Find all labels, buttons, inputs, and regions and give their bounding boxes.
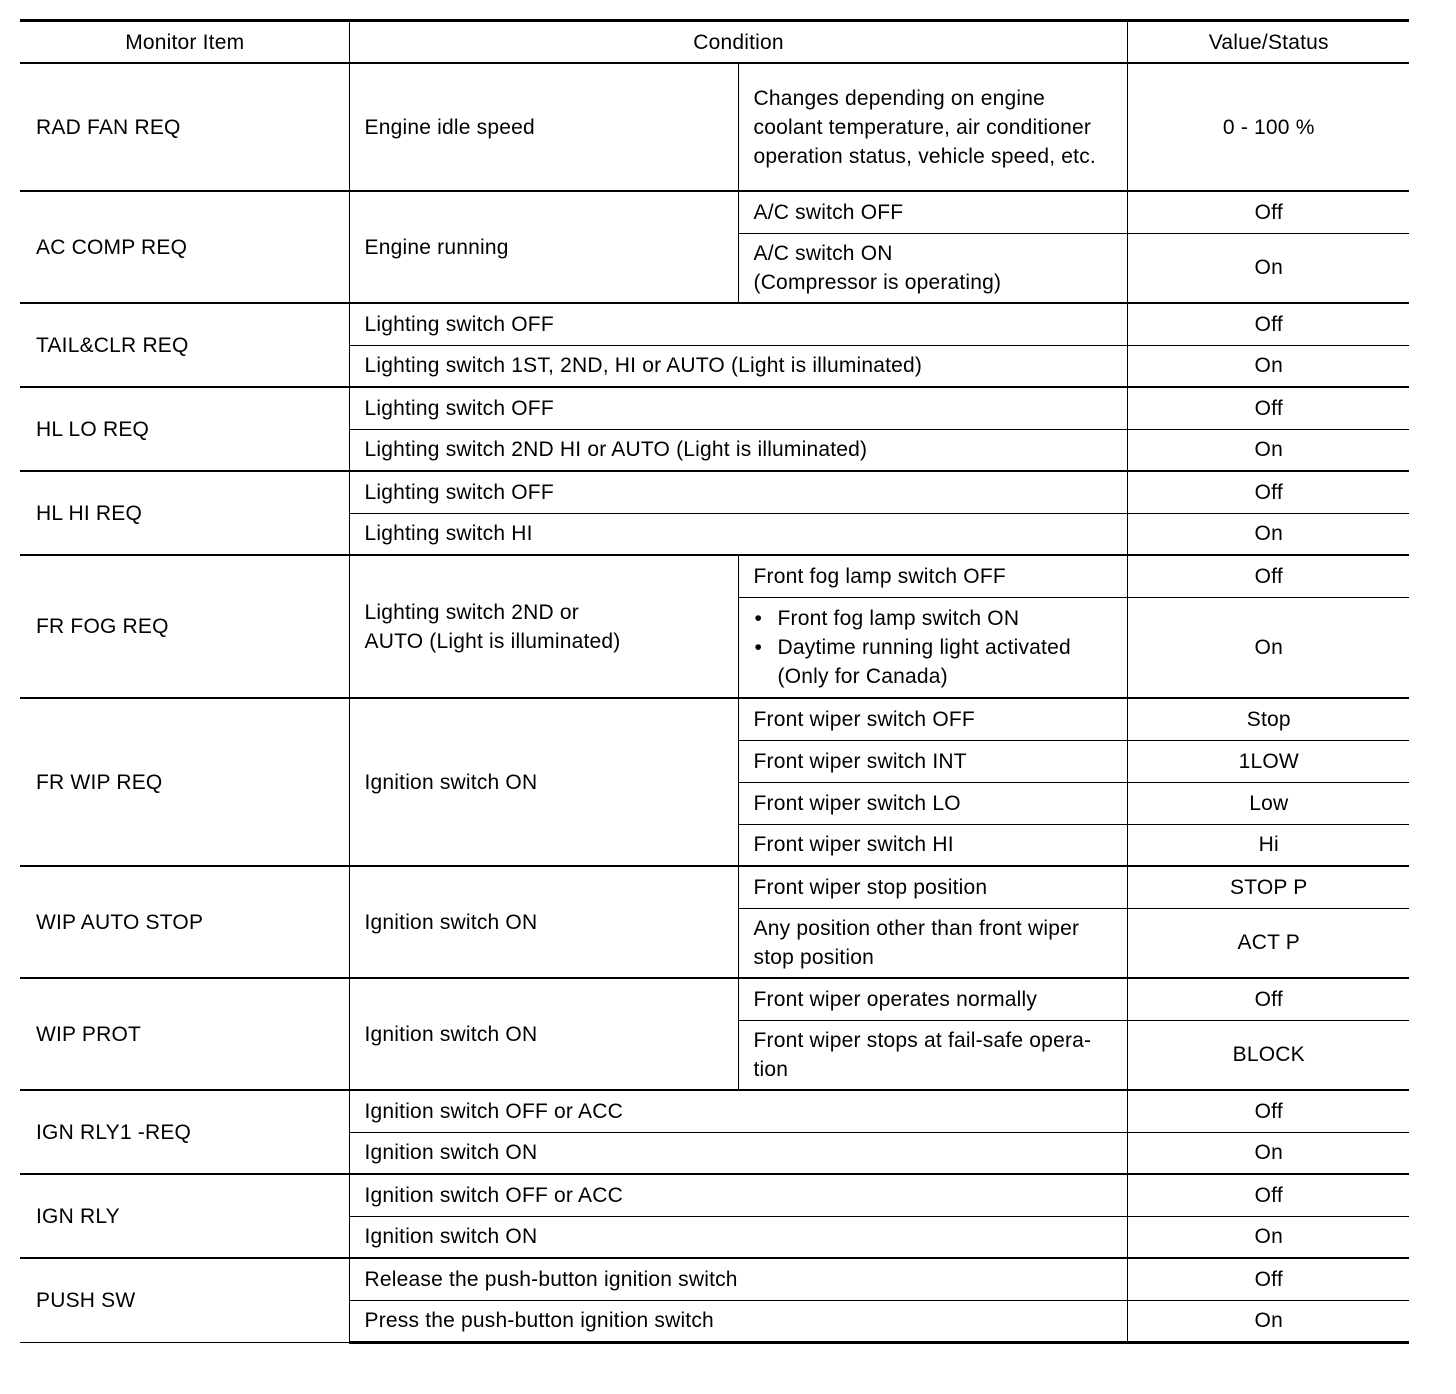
value-cell: On xyxy=(1127,1300,1409,1342)
sub-condition-cell xyxy=(738,597,1127,698)
monitor-item-table xyxy=(20,19,1409,1344)
table-row xyxy=(20,387,1409,429)
condition-cell: Press the push-button ignition switch xyxy=(349,1300,1127,1342)
monitor-item-cell: FR WIP REQ xyxy=(20,698,349,866)
sub-condition-cell xyxy=(738,908,1127,978)
monitor-item-cell: IGN RLY1 -REQ xyxy=(20,1090,349,1174)
sub-condition-line: Front wiper stops at fail-safe opera- xyxy=(753,1028,1092,1052)
monitor-item-cell: WIP PROT xyxy=(20,978,349,1090)
value-cell: Stop xyxy=(1127,698,1409,740)
bullet-line: • Daytime running light activated xyxy=(777,635,1071,659)
table-row xyxy=(20,303,1409,345)
monitor-item-cell: PUSH SW xyxy=(20,1258,349,1342)
value-cell: Off xyxy=(1127,978,1409,1020)
value-cell: BLOCK xyxy=(1127,1020,1409,1090)
condition-line: AUTO (Light is illuminated) xyxy=(364,629,621,653)
sub-condition-line: Any position other than front wiper xyxy=(753,916,1080,940)
table-row xyxy=(20,978,1409,1020)
monitor-item-cell: WIP AUTO STOP xyxy=(20,866,349,978)
table-row xyxy=(20,1090,1409,1132)
table-row xyxy=(20,1258,1409,1300)
condition-cell xyxy=(349,555,738,698)
sub-condition-cell: Front wiper stop position xyxy=(738,866,1127,908)
sub-condition-line: tion xyxy=(753,1057,789,1081)
value-cell: On xyxy=(1127,1132,1409,1174)
monitor-item-cell: AC COMP REQ xyxy=(20,191,349,303)
bullet-list xyxy=(754,604,1113,691)
condition-cell: Lighting switch OFF xyxy=(349,303,1127,345)
table-row xyxy=(20,1174,1409,1216)
sub-condition-cell xyxy=(738,1020,1127,1090)
sub-condition-cell: Front wiper switch LO xyxy=(738,782,1127,824)
table-row xyxy=(20,866,1409,908)
monitor-item-cell: HL LO REQ xyxy=(20,387,349,471)
table-row xyxy=(20,191,1409,233)
sub-condition-cell: Front wiper switch INT xyxy=(738,740,1127,782)
value-cell: On xyxy=(1127,429,1409,471)
condition-cell: Ignition switch ON xyxy=(349,1132,1127,1174)
bullet-line: (Only for Canada) xyxy=(777,664,948,688)
value-cell: On xyxy=(1127,233,1409,303)
sub-condition-cell: Front wiper switch HI xyxy=(738,824,1127,866)
header-monitor-item: Monitor Item xyxy=(20,21,349,64)
condition-cell: Ignition switch OFF or ACC xyxy=(349,1174,1127,1216)
condition-cell: Lighting switch OFF xyxy=(349,471,1127,513)
value-cell: Off xyxy=(1127,1090,1409,1132)
sub-condition-cell xyxy=(738,233,1127,303)
value-cell: Off xyxy=(1127,1174,1409,1216)
header-condition: Condition xyxy=(349,21,1127,64)
sub-condition-cell: A/C switch OFF xyxy=(738,191,1127,233)
condition-cell: Release the push-button ignition switch xyxy=(349,1258,1127,1300)
condition-cell: Lighting switch 2ND HI or AUTO (Light is illuminated) xyxy=(349,429,1127,471)
condition-cell: Ignition switch ON xyxy=(349,1216,1127,1258)
condition-cell: Lighting switch HI xyxy=(349,513,1127,555)
sub-condition-line: (Compressor is operating) xyxy=(753,270,1002,294)
condition-line: Lighting switch 2ND or xyxy=(364,600,579,624)
sub-condition-cell: Front wiper switch OFF xyxy=(738,698,1127,740)
condition-cell: Ignition switch ON xyxy=(349,698,738,866)
value-cell: STOP P xyxy=(1127,866,1409,908)
table-row xyxy=(20,471,1409,513)
value-cell: 1LOW xyxy=(1127,740,1409,782)
value-cell: Hi xyxy=(1127,824,1409,866)
value-cell: Off xyxy=(1127,387,1409,429)
value-cell: Off xyxy=(1127,191,1409,233)
value-cell: Off xyxy=(1127,471,1409,513)
monitor-item-cell: HL HI REQ xyxy=(20,471,349,555)
condition-cell: Lighting switch 1ST, 2ND, HI or AUTO (Light is illuminated) xyxy=(349,345,1127,387)
value-cell: On xyxy=(1127,1216,1409,1258)
value-cell: On xyxy=(1127,513,1409,555)
bullet-item: • Front fog lamp switch ON xyxy=(754,604,1113,633)
condition-cell: Engine idle speed xyxy=(349,63,738,191)
condition-cell: Ignition switch ON xyxy=(349,978,738,1090)
sub-condition-cell: Front wiper operates normally xyxy=(738,978,1127,1020)
value-cell: 0 - 100 % xyxy=(1127,63,1409,191)
value-cell: On xyxy=(1127,597,1409,698)
sub-condition-line: A/C switch ON xyxy=(753,241,893,265)
table-row xyxy=(20,63,1409,191)
condition-cell: Lighting switch OFF xyxy=(349,387,1127,429)
condition-cell: Ignition switch OFF or ACC xyxy=(349,1090,1127,1132)
value-cell: Off xyxy=(1127,1258,1409,1300)
monitor-item-cell: IGN RLY xyxy=(20,1174,349,1258)
condition-cell: Ignition switch ON xyxy=(349,866,738,978)
table-row xyxy=(20,698,1409,740)
value-cell: Off xyxy=(1127,303,1409,345)
condition-cell: Engine running xyxy=(349,191,738,303)
sub-condition-cell: Front fog lamp switch OFF xyxy=(738,555,1127,597)
header-value-status: Value/Status xyxy=(1127,21,1409,64)
sub-condition-line: stop position xyxy=(753,945,875,969)
value-cell: ACT P xyxy=(1127,908,1409,978)
value-cell: On xyxy=(1127,345,1409,387)
value-cell: Off xyxy=(1127,555,1409,597)
monitor-item-cell: FR FOG REQ xyxy=(20,555,349,698)
value-cell: Low xyxy=(1127,782,1409,824)
sub-condition-cell: Changes depending on engine coolant temperature, air conditioner operation status, vehicle speed, etc. xyxy=(738,63,1127,191)
table-row xyxy=(20,555,1409,597)
header-row xyxy=(20,21,1409,64)
bullet-item xyxy=(754,633,1113,691)
monitor-item-cell: RAD FAN REQ xyxy=(20,63,349,191)
monitor-item-cell: TAIL&CLR REQ xyxy=(20,303,349,387)
